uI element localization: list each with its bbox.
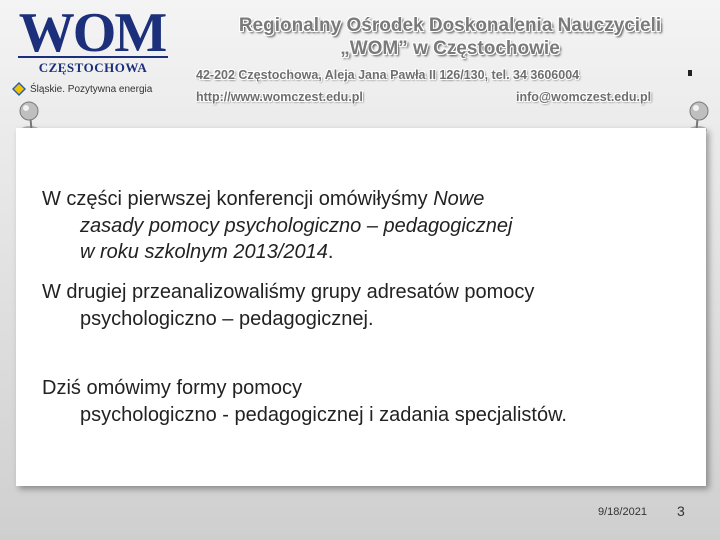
paragraph-line: zasady pomocy psychologiczno – pedagogicznej [80, 214, 513, 237]
email-link[interactable]: info@womczest.edu.pl [516, 90, 652, 104]
text-run: W części pierwszej konferencji omówiłyśmy [42, 188, 434, 210]
paragraph-line: W drugiej przeanalizowaliśmy grupy adresatów pomocy [42, 281, 535, 303]
organization-title [190, 14, 710, 60]
slide-number: 3 [677, 503, 685, 519]
wom-logo: WOM [18, 2, 166, 64]
text-run-italic: Nowe [433, 188, 485, 210]
organization-title-line2: „WOM” w Częstochowie [340, 38, 560, 59]
small-marker [688, 70, 692, 76]
slide-header [0, 0, 720, 118]
website-link[interactable]: http://www.womczest.edu.pl [196, 90, 363, 104]
paragraph-part-two [42, 279, 682, 332]
paragraph-line [42, 239, 682, 266]
wom-logo-city: CZĘSTOCHOWA [18, 56, 168, 76]
slaskie-logo-text: Śląskie. Pozytywna energia [30, 83, 153, 95]
paragraph-today [42, 375, 682, 428]
address-line: 42-202 Częstochowa, Aleja Jana Pawła II 126/130, tel. 34 3606004 [196, 68, 580, 82]
slaskie-logo [12, 82, 152, 96]
slaskie-emblem-icon [12, 82, 26, 96]
paragraph-part-one [42, 186, 682, 266]
organization-title-line1: Regionalny Ośrodek Doskonalenia Nauczycieli [238, 15, 662, 36]
paragraph-line: psychologiczno - pedagogicznej i zadania specjalistów. [80, 403, 567, 426]
paragraph-line [42, 186, 682, 213]
paragraph-line: psychologiczno – pedagogicznej. [80, 307, 374, 330]
text-run-italic: w roku szkolnym 2013/2014 [80, 241, 328, 263]
text-run: . [327, 241, 334, 263]
slide-date: 9/18/2021 [598, 506, 647, 518]
paragraph-line: Dziś omówimy formy pomocy [42, 377, 303, 399]
